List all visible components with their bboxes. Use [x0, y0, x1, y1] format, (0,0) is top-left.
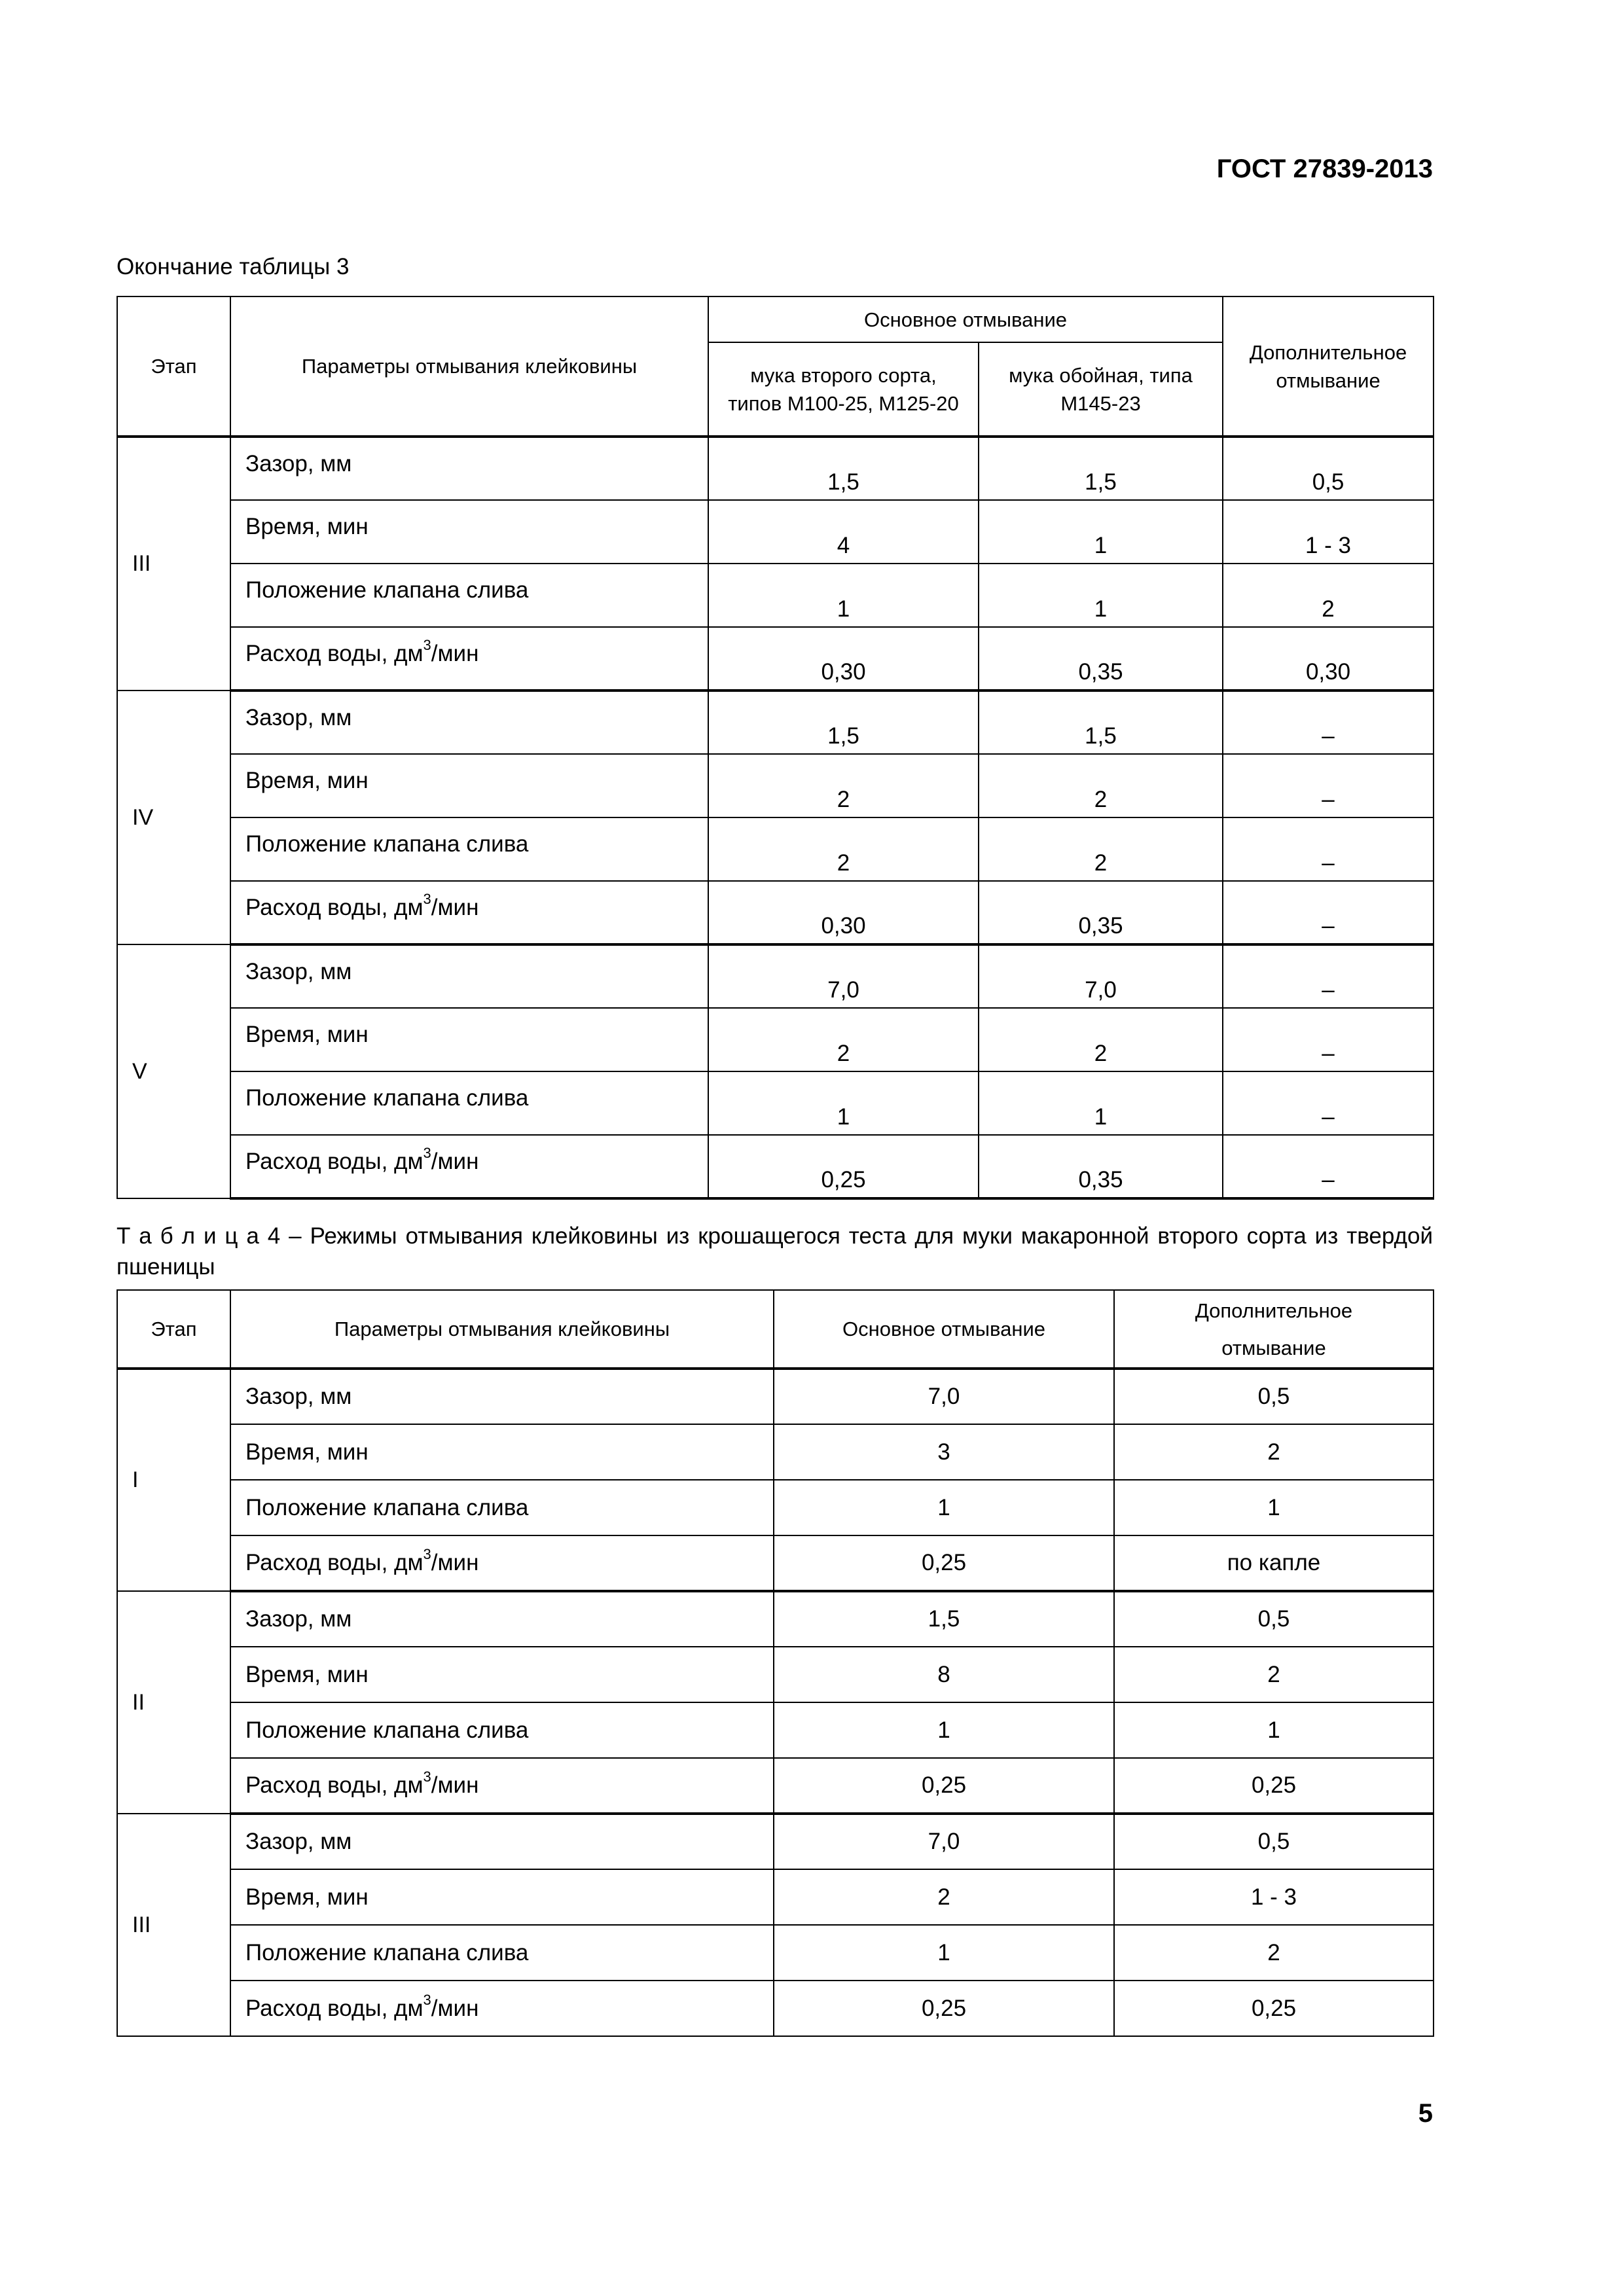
- value-wholemeal: 1: [979, 564, 1223, 627]
- document-code: ГОСТ 27839-2013: [1216, 154, 1433, 183]
- table-row: [117, 1369, 1434, 1424]
- table4: [117, 1289, 1434, 2037]
- stage-cell: V: [117, 944, 230, 1198]
- table-row: [117, 1814, 1434, 1869]
- param-label: Время, мин: [230, 1869, 774, 1925]
- table3: [117, 296, 1434, 1200]
- param-label: Зазор, мм: [230, 691, 708, 754]
- value-wholemeal: 1,5: [979, 691, 1223, 754]
- value-wholemeal: 0,35: [979, 1135, 1223, 1198]
- table-row: [117, 500, 1434, 564]
- value-extra-wash: 0,5: [1114, 1591, 1434, 1647]
- value-second-grade: 1: [708, 1071, 979, 1135]
- table-row: [117, 1480, 1434, 1535]
- value-main-wash: 3: [774, 1424, 1114, 1480]
- value-second-grade: 0,30: [708, 627, 979, 691]
- value-second-grade: 1,5: [708, 437, 979, 500]
- value-second-grade: 2: [708, 1008, 979, 1071]
- table4-caption: Т а б л и ц а 4 – Режимы отмывания клейковины из крошащегося теста для муки макаронной второго сорта из твердой пшеницы: [117, 1223, 1433, 1280]
- param-label: Положение клапана слива: [230, 1702, 774, 1758]
- value-extra-wash: –: [1223, 1135, 1434, 1198]
- param-label: Зазор, мм: [230, 944, 708, 1008]
- value-extra-wash: 2: [1223, 564, 1434, 627]
- value-extra-wash: 0,5: [1114, 1814, 1434, 1869]
- param-label: Расход воды, $дм^3$/мин: [230, 1535, 774, 1591]
- table3-header-stage: Этап: [117, 296, 230, 437]
- param-label: Зазор, мм: [230, 1369, 774, 1424]
- table4-header-main-wash: Основное отмывание: [774, 1290, 1114, 1369]
- value-main-wash: 7,0: [774, 1369, 1114, 1424]
- value-main-wash: 1,5: [774, 1591, 1114, 1647]
- value-second-grade: 0,30: [708, 881, 979, 944]
- value-extra-wash: 1: [1114, 1480, 1434, 1535]
- value-wholemeal: 0,35: [979, 627, 1223, 691]
- param-label: Зазор, мм: [230, 1591, 774, 1647]
- value-extra-wash: 0,25: [1114, 1758, 1434, 1814]
- table3-header-main-wash: Основное отмывание: [708, 296, 1223, 342]
- table-row: [117, 817, 1434, 881]
- param-label: Зазор, мм: [230, 1814, 774, 1869]
- value-extra-wash: по капле: [1114, 1535, 1434, 1591]
- param-label: Время, мин: [230, 500, 708, 564]
- value-extra-wash: 2: [1114, 1424, 1434, 1480]
- stage-cell: II: [117, 1591, 230, 1814]
- table-row: [117, 1869, 1434, 1925]
- value-extra-wash: 1 - 3: [1114, 1869, 1434, 1925]
- param-label: Время, мин: [230, 754, 708, 817]
- value-extra-wash: 0,25: [1114, 1981, 1434, 2036]
- table3-header-col-second-grade: мука второго сорта, типов М100-25, М125-20: [708, 342, 979, 437]
- value-wholemeal: 7,0: [979, 944, 1223, 1008]
- table-row: [117, 1647, 1434, 1702]
- value-main-wash: 8: [774, 1647, 1114, 1702]
- param-label: Время, мин: [230, 1424, 774, 1480]
- value-extra-wash: 2: [1114, 1925, 1434, 1981]
- table-row: [117, 1925, 1434, 1981]
- value-wholemeal: 1: [979, 1071, 1223, 1135]
- param-label: Положение клапана слива: [230, 1925, 774, 1981]
- table3-caption: Окончание таблицы 3: [117, 254, 350, 279]
- stage-cell: III: [117, 437, 230, 691]
- param-label: Время, мин: [230, 1008, 708, 1071]
- table3-header-params: Параметры отмывания клейковины: [230, 296, 708, 437]
- value-main-wash: 1: [774, 1702, 1114, 1758]
- value-extra-wash: –: [1223, 754, 1434, 817]
- value-extra-wash: 1 - 3: [1223, 500, 1434, 564]
- value-second-grade: 2: [708, 817, 979, 881]
- table-row: [117, 1071, 1434, 1135]
- stage-cell: III: [117, 1814, 230, 2036]
- table3-header-extra-wash: Дополнительное отмывание: [1223, 296, 1434, 437]
- param-label: Расход воды, $дм^3$/мин: [230, 1758, 774, 1814]
- value-wholemeal: 1,5: [979, 437, 1223, 500]
- value-main-wash: 1: [774, 1480, 1114, 1535]
- table-row: [117, 564, 1434, 627]
- stage-cell: IV: [117, 691, 230, 944]
- param-label: Время, мин: [230, 1647, 774, 1702]
- value-second-grade: 1,5: [708, 691, 979, 754]
- value-extra-wash: 0,30: [1223, 627, 1434, 691]
- value-main-wash: 0,25: [774, 1981, 1114, 2036]
- table-row: [117, 1591, 1434, 1647]
- table-row: [117, 881, 1434, 944]
- value-second-grade: 1: [708, 564, 979, 627]
- table-row: [117, 754, 1434, 817]
- param-label: Положение клапана слива: [230, 564, 708, 627]
- value-main-wash: 7,0: [774, 1814, 1114, 1869]
- value-extra-wash: –: [1223, 944, 1434, 1008]
- stage-cell: I: [117, 1369, 230, 1591]
- param-label: Положение клапана слива: [230, 1071, 708, 1135]
- value-main-wash: 1: [774, 1925, 1114, 1981]
- value-extra-wash: 0,5: [1223, 437, 1434, 500]
- table-row: [117, 1535, 1434, 1591]
- param-label: Расход воды, $дм^3$/мин: [230, 1981, 774, 2036]
- value-extra-wash: –: [1223, 691, 1434, 754]
- table4-header-params: Параметры отмывания клейковины: [230, 1290, 774, 1369]
- value-second-grade: 2: [708, 754, 979, 817]
- value-extra-wash: –: [1223, 881, 1434, 944]
- value-main-wash: 0,25: [774, 1758, 1114, 1814]
- value-main-wash: 0,25: [774, 1535, 1114, 1591]
- value-extra-wash: –: [1223, 817, 1434, 881]
- value-wholemeal: 1: [979, 500, 1223, 564]
- param-label: Зазор, мм: [230, 437, 708, 500]
- value-extra-wash: –: [1223, 1008, 1434, 1071]
- value-main-wash: 2: [774, 1869, 1114, 1925]
- value-extra-wash: 0,5: [1114, 1369, 1434, 1424]
- value-second-grade: 7,0: [708, 944, 979, 1008]
- value-extra-wash: –: [1223, 1071, 1434, 1135]
- table4-body: [117, 1369, 1434, 2036]
- table-row: [117, 1135, 1434, 1198]
- table4-header-stage: Этап: [117, 1290, 230, 1369]
- table-row: [117, 1424, 1434, 1480]
- table3-body: [117, 437, 1434, 1198]
- table-row: [117, 944, 1434, 1008]
- param-label: Расход воды, $дм^3$/мин: [230, 627, 708, 691]
- table-row: [117, 1008, 1434, 1071]
- table3-header-col-wholemeal: мука обойная, типа М145-23: [979, 342, 1223, 437]
- table-row: [117, 691, 1434, 754]
- table-row: [117, 1981, 1434, 2036]
- value-extra-wash: 1: [1114, 1702, 1434, 1758]
- value-wholemeal: 2: [979, 1008, 1223, 1071]
- table-row: [117, 437, 1434, 500]
- table-row: [117, 1758, 1434, 1814]
- value-second-grade: 4: [708, 500, 979, 564]
- table-row: [117, 627, 1434, 691]
- param-label: Положение клапана слива: [230, 817, 708, 881]
- value-extra-wash: 2: [1114, 1647, 1434, 1702]
- value-wholemeal: 2: [979, 754, 1223, 817]
- param-label: Расход воды, $дм^3$/мин: [230, 881, 708, 944]
- table4-header-extra-wash: Дополнительное отмывание: [1114, 1290, 1434, 1369]
- page-number: 5: [1418, 2099, 1433, 2128]
- value-wholemeal: 0,35: [979, 881, 1223, 944]
- value-second-grade: 0,25: [708, 1135, 979, 1198]
- param-label: Положение клапана слива: [230, 1480, 774, 1535]
- value-wholemeal: 2: [979, 817, 1223, 881]
- table-row: [117, 1702, 1434, 1758]
- param-label: Расход воды, $дм^3$/мин: [230, 1135, 708, 1198]
